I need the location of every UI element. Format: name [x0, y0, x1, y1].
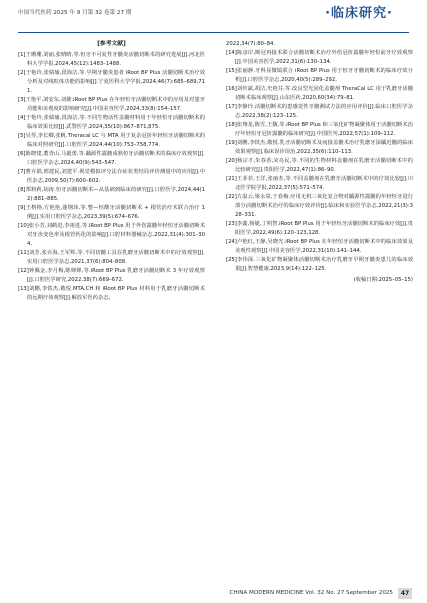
page-footer	[0, 589, 427, 603]
reference-item: [15]张丽静.牙科显微镜联合 iRoot BP Plus 用于恒牙牙髓切断术的临床疗效分析[J].口腔医学杂志,2020,40(5):289–292.	[226, 68, 413, 83]
journal-issue: 中国当代医药 2025 年 9 月第 32 卷第 27 期	[18, 10, 132, 16]
section-title: ·临床研究·	[325, 6, 393, 21]
reference-item: [17]李静玲.活髓切断术的患感觉性牙髓测试方法的应用评价[J].临床口腔医学杂志,2022,38(2):123–125.	[226, 104, 413, 119]
header-divider	[18, 32, 409, 33]
reference-item: [3]王艳平,刘安东,刘雄.iRoot BP Plus 在年轻恒牙活髓切断术中的应用及对患牙功能和美观度的影响研究[J].中国美容医学,2024,33(8):154–157.	[18, 97, 205, 112]
reference-item: [13]刘鹏,李铁杰,敬悦.MTA,CH 和 iRoot BP Plus 材料用于乳磨牙活髓切断术的远期疗效观察[J].解放军医药杂志,	[18, 286, 205, 301]
reference-item: 2022,34(7):80–84.	[226, 41, 276, 47]
reference-item: [10]张小芳,刘鹤进,李祖进,等.iRoot BP Plus 用于外伤露髓年轻恒牙活髓切断术对牙齿变色率及根管钙化的影响[J].口腔材料器械杂志,2022,31(4):301–304.	[18, 223, 205, 247]
reference-item: [12]钟佩金,李月梅,陈婵婵,等.iRoot BP Plus 乳磨牙活髓切断术 3 年疗效观察[J].口腔医学研究,2022,38(7):669–672.	[18, 268, 205, 283]
references-heading: [参考文献]	[97, 41, 126, 47]
reference-item: [24]卢艳红,王静,吴晓光.iRoot BP Plus 在年轻恒牙活髓切断术中的临床效果及美观性观察[J].中国美容医学,2022,31(10):141–144.	[226, 239, 413, 254]
references-left-column	[18, 40, 205, 303]
page-header	[0, 0, 427, 40]
reference-item: [16]刘传斌,胡洁,史艳芬,等.改良型光固化盖髓剂 TheraCal LC 用于乳磨牙活髓切断术临床观察[J].山东医药,2020,60(34):79–81.	[226, 86, 413, 101]
reference-item: [21]王菲菲,王洋,张丽杰,等.不同盖髓剂在乳磨牙活髓切断术中的疗效比较[J].川北医学院学报,2022,37(5):571–574.	[226, 176, 413, 191]
journal-english-name: CHINA MODERN MEDICINE Vol. 32 No. 27 September 2025	[229, 590, 393, 596]
reference-item: [23]李鑫,杨婕,丁明智.iRoot BP Plus 用于年轻恒牙活髓切断术的临床疗效[J].贵阳医学,2022,49(6):120–123,128.	[226, 221, 413, 236]
reference-item: [7]曹卉娟,邢建民,刘建平.视觉模拟评分法在症状类结局评价测量中的应用[J].中医杂志,2009,50(7):600–602.	[18, 169, 205, 184]
reference-item: [25]李伟深.三氧化矿物凝聚体活髓切断术治疗乳磨牙早期牙髓炎患儿的临床效果[J].智慧健康,2023,9(14):122–125.	[226, 257, 413, 272]
reference-item: [14]陈彦岸,断冠再接术联合活髓切断术治疗外伤冠折露髓年轻恒前牙疗效观察[J].中国美容医学,2022,31(6):130–134.	[226, 50, 413, 65]
reference-item: [18]张翔龙,陈雪,王馥,等.iRoot BP Plus 和三氧化矿物凝聚体用于活髓切断术治疗年轻恒牙冠折露髓的临床研究[J].中国医刊,2022,57(1):109–112.	[226, 122, 413, 137]
reference-item: [4]于艳玲,张婧瑜,段海洁,等.不同生物活性盖髓材料用于年轻恒牙活髓切断术的临床效果比较[J].武警医学,2024,35(10):867–871,875.	[18, 115, 205, 130]
reference-item: [11]刘芳,张百海,王军辉,等.不同切髓工具在乳磨牙活髓切断术中的疗效观察[J].实用口腔医学杂志,2021,37(6):804–808.	[18, 250, 205, 265]
reference-item: [20]杨宗才,朱春香,宋亮民,等.不同的生物材料盖髓剂在乳磨牙活髓切断术中的比较研究[J].贵阳医学,2022,47(1):86–90.	[226, 158, 413, 173]
reference-item: [5]吴琴,李长卿,张帆.Theracal LC 与 MTA 用于复杂冠折年轻恒牙活髓切断术的临床对照研究[J].口腔医学,2024,44(10):753–758,774.	[18, 133, 205, 148]
reference-item: [8]郑莉莉,胡涛.恒牙活髓切断术—从基础到临床的研究[J].口腔医学,2024,44(12):881–885.	[18, 187, 205, 202]
reference-item: [2]于艳玲,张婧瑜,段海洁,等.早期牙髓炎患者 iRoot BP Plus 活髓切断术治疗效分析及对线粒体功能的影响[J].宁夏医科大学学报,2024,46(7):685–689,711.	[18, 70, 205, 94]
reference-item: [22]方温云,梁永棠,于春梅.应用无机三氧化复合物对龋源性露髓的年轻恒牙进行部分活髓切断术治疗的临床疗效评价[J].临床和实验医学杂志,2022,21(3):328–331.	[226, 194, 413, 218]
page-number: 47	[398, 588, 412, 599]
reference-item: [6]陈晓建,董青山,马毅蕾,等.龋源性露髓成熟恒牙活髓切断术的临床疗效观察[J].口腔医学杂志,2024,40(9):543–547.	[18, 151, 205, 166]
received-date: (收稿日期:2025–05–15)	[353, 277, 413, 283]
reference-item: [19]刘鹏,李铁杰,敬悦.乳牙活髓切断术及间接盖髓术治疗乳磨牙深龋近髓的临床效果观察[J].临床误诊误治,2022,35(6):110–113.	[226, 140, 413, 155]
reference-item: [1]王珊珊,刘丽,张晴晴,等.恒牙不可复性牙髓炎活髓切断术的研究进展[J].河北医科大学学报,2024,45(12):1483–1488.	[18, 52, 205, 67]
references-right-column	[226, 40, 413, 290]
reference-item: [9]王格格,方艳艳,蓬纲玮,等.整—恒酸牙活髓切断术 + 根管治疗术联合治疗 1 例[J].实用口腔医学杂志,2023,39(5):674–676.	[18, 205, 205, 220]
